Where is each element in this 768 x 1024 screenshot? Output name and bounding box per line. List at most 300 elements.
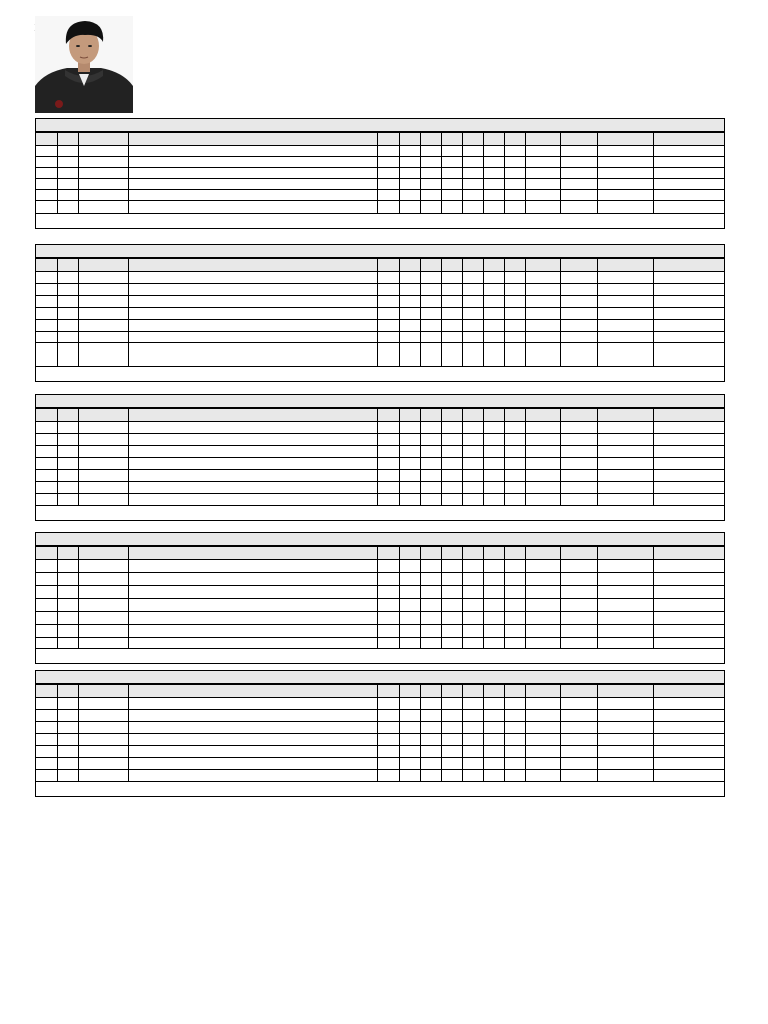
table-cell <box>378 296 399 308</box>
table-row <box>36 201 724 214</box>
table-cell <box>654 308 724 320</box>
table-cell <box>128 422 378 434</box>
table-row <box>36 698 724 710</box>
column-header <box>57 133 78 146</box>
column-header <box>378 133 399 146</box>
table-cell <box>378 612 399 625</box>
table-cell <box>128 157 378 168</box>
table-cell <box>654 343 724 367</box>
table-cell <box>597 710 653 722</box>
column-header <box>399 409 420 422</box>
table-cell <box>128 482 378 494</box>
table-cell <box>483 284 504 296</box>
table-cell <box>483 308 504 320</box>
table-cell <box>597 722 653 734</box>
table-cell <box>128 625 378 638</box>
table-cell <box>462 573 483 586</box>
section-footer <box>36 649 724 663</box>
table-cell <box>378 458 399 470</box>
table-cell <box>128 284 378 296</box>
table-cell <box>560 179 597 190</box>
table-cell <box>597 284 653 296</box>
table-cell <box>654 770 724 782</box>
table-cell <box>57 146 78 157</box>
table-cell <box>57 573 78 586</box>
table-cell <box>378 284 399 296</box>
table-cell <box>462 320 483 332</box>
table-cell <box>462 434 483 446</box>
table-row <box>36 599 724 612</box>
table-cell <box>441 201 462 214</box>
table-cell <box>525 638 560 649</box>
table-cell <box>525 698 560 710</box>
table-cell <box>378 625 399 638</box>
column-header <box>462 547 483 560</box>
table-cell <box>597 494 653 506</box>
table-cell <box>399 458 420 470</box>
table-cell <box>441 308 462 320</box>
table-cell <box>504 560 525 573</box>
table-cell <box>378 470 399 482</box>
column-header <box>420 685 441 698</box>
table-cell <box>462 190 483 201</box>
table-cell <box>420 434 441 446</box>
table-cell <box>597 308 653 320</box>
table-cell <box>525 612 560 625</box>
column-header <box>378 547 399 560</box>
table-cell <box>597 422 653 434</box>
table-cell <box>399 560 420 573</box>
table-cell <box>560 284 597 296</box>
table-cell <box>420 470 441 482</box>
table-cell <box>504 599 525 612</box>
table-cell <box>597 190 653 201</box>
column-header <box>654 133 724 146</box>
table-cell <box>420 446 441 458</box>
column-header <box>483 259 504 272</box>
table-row <box>36 168 724 179</box>
table-cell <box>597 458 653 470</box>
table-cell <box>78 146 128 157</box>
table-cell <box>378 320 399 332</box>
column-header <box>57 547 78 560</box>
table-cell <box>78 272 128 284</box>
table-cell <box>483 722 504 734</box>
table-cell <box>420 710 441 722</box>
table-cell <box>128 446 378 458</box>
table-cell <box>504 482 525 494</box>
table-cell <box>560 698 597 710</box>
table-cell <box>560 573 597 586</box>
table-cell <box>597 296 653 308</box>
table-cell <box>504 638 525 649</box>
table-cell <box>78 308 128 320</box>
table-cell <box>483 586 504 599</box>
table-cell <box>36 446 57 458</box>
table-cell <box>36 573 57 586</box>
table-cell <box>57 482 78 494</box>
table-cell <box>462 179 483 190</box>
column-header <box>560 409 597 422</box>
table-cell <box>560 758 597 770</box>
header-row <box>36 259 724 272</box>
table-cell <box>57 157 78 168</box>
table-cell <box>654 746 724 758</box>
table-cell <box>128 470 378 482</box>
table-cell <box>654 560 724 573</box>
table-cell <box>399 746 420 758</box>
table-cell <box>36 638 57 649</box>
table-cell <box>78 422 128 434</box>
table-cell <box>462 157 483 168</box>
table-cell <box>441 458 462 470</box>
table-row <box>36 710 724 722</box>
table-cell <box>399 157 420 168</box>
section-footer <box>36 506 724 520</box>
table-cell <box>654 201 724 214</box>
table-cell <box>128 746 378 758</box>
table-section <box>35 244 725 382</box>
table-cell <box>654 179 724 190</box>
table-cell <box>525 320 560 332</box>
data-table <box>36 259 724 367</box>
table-cell <box>399 284 420 296</box>
column-header <box>420 259 441 272</box>
table-cell <box>441 638 462 649</box>
table-cell <box>420 638 441 649</box>
table-cell <box>597 201 653 214</box>
column-header <box>462 685 483 698</box>
table-cell <box>420 201 441 214</box>
table-cell <box>57 201 78 214</box>
table-cell <box>36 599 57 612</box>
table-cell <box>654 332 724 343</box>
table-cell <box>36 190 57 201</box>
table-cell <box>420 625 441 638</box>
table-cell <box>654 146 724 157</box>
table-cell <box>525 201 560 214</box>
table-cell <box>378 722 399 734</box>
table-cell <box>78 746 128 758</box>
table-cell <box>420 284 441 296</box>
table-cell <box>57 746 78 758</box>
table-cell <box>57 770 78 782</box>
table-cell <box>441 482 462 494</box>
column-header <box>597 259 653 272</box>
table-cell <box>462 722 483 734</box>
table-cell <box>36 470 57 482</box>
column-header <box>57 685 78 698</box>
table-cell <box>399 638 420 649</box>
column-header <box>78 547 128 560</box>
table-cell <box>36 343 57 367</box>
table-cell <box>504 434 525 446</box>
table-cell <box>78 710 128 722</box>
table-cell <box>441 758 462 770</box>
table-cell <box>128 296 378 308</box>
table-cell <box>560 599 597 612</box>
table-cell <box>441 343 462 367</box>
table-cell <box>441 770 462 782</box>
table-cell <box>483 458 504 470</box>
table-section <box>35 394 725 521</box>
table-cell <box>525 343 560 367</box>
table-cell <box>399 422 420 434</box>
table-cell <box>399 434 420 446</box>
table-cell <box>128 332 378 343</box>
table-cell <box>504 332 525 343</box>
table-cell <box>78 201 128 214</box>
table-cell <box>128 770 378 782</box>
table-row <box>36 446 724 458</box>
table-cell <box>597 446 653 458</box>
table-cell <box>525 146 560 157</box>
table-cell <box>483 612 504 625</box>
table-cell <box>78 190 128 201</box>
table-cell <box>78 770 128 782</box>
table-cell <box>504 343 525 367</box>
table-cell <box>462 458 483 470</box>
table-cell <box>504 272 525 284</box>
column-header <box>654 259 724 272</box>
table-row <box>36 332 724 343</box>
table-cell <box>78 586 128 599</box>
table-cell <box>560 168 597 179</box>
table-cell <box>128 458 378 470</box>
table-cell <box>399 758 420 770</box>
table-cell <box>57 320 78 332</box>
table-cell <box>597 343 653 367</box>
table-cell <box>483 320 504 332</box>
table-cell <box>378 422 399 434</box>
table-cell <box>462 758 483 770</box>
table-cell <box>462 698 483 710</box>
table-cell <box>420 146 441 157</box>
table-cell <box>36 698 57 710</box>
table-cell <box>525 625 560 638</box>
table-cell <box>462 599 483 612</box>
table-cell <box>420 157 441 168</box>
table-cell <box>399 710 420 722</box>
column-header <box>378 685 399 698</box>
table-cell <box>36 625 57 638</box>
table-cell <box>441 332 462 343</box>
table-cell <box>525 190 560 201</box>
table-cell <box>654 612 724 625</box>
table-section <box>35 118 725 229</box>
table-cell <box>462 710 483 722</box>
table-cell <box>36 296 57 308</box>
table-cell <box>57 458 78 470</box>
column-header <box>654 685 724 698</box>
table-row <box>36 746 724 758</box>
table-cell <box>57 190 78 201</box>
table-cell <box>78 573 128 586</box>
table-cell <box>483 573 504 586</box>
table-cell <box>399 698 420 710</box>
table-cell <box>654 599 724 612</box>
table-cell <box>378 332 399 343</box>
table-cell <box>483 494 504 506</box>
table-cell <box>78 494 128 506</box>
table-cell <box>399 343 420 367</box>
table-cell <box>525 168 560 179</box>
table-cell <box>78 434 128 446</box>
table-cell <box>560 458 597 470</box>
table-cell <box>420 296 441 308</box>
table-cell <box>462 422 483 434</box>
table-cell <box>378 343 399 367</box>
column-header <box>441 685 462 698</box>
column-header <box>525 547 560 560</box>
table-cell <box>57 560 78 573</box>
table-cell <box>654 434 724 446</box>
table-cell <box>597 179 653 190</box>
table-cell <box>504 446 525 458</box>
column-header <box>441 259 462 272</box>
section-title <box>36 119 724 133</box>
table-cell <box>504 494 525 506</box>
column-header <box>399 259 420 272</box>
table-cell <box>441 470 462 482</box>
table-cell <box>420 734 441 746</box>
table-cell <box>378 638 399 649</box>
table-cell <box>36 146 57 157</box>
table-cell <box>654 458 724 470</box>
table-cell <box>597 157 653 168</box>
table-cell <box>128 573 378 586</box>
column-header <box>560 547 597 560</box>
column-header <box>128 547 378 560</box>
table-cell <box>504 710 525 722</box>
table-cell <box>525 722 560 734</box>
table-cell <box>128 343 378 367</box>
data-table <box>36 133 724 214</box>
data-table <box>36 409 724 506</box>
table-cell <box>420 612 441 625</box>
table-cell <box>78 722 128 734</box>
table-cell <box>128 179 378 190</box>
table-cell <box>441 573 462 586</box>
table-cell <box>57 308 78 320</box>
table-cell <box>420 494 441 506</box>
table-cell <box>441 434 462 446</box>
table-cell <box>560 434 597 446</box>
table-cell <box>654 320 724 332</box>
column-header <box>36 259 57 272</box>
table-cell <box>420 698 441 710</box>
table-cell <box>78 343 128 367</box>
table-cell <box>78 332 128 343</box>
table-cell <box>597 146 653 157</box>
table-cell <box>560 586 597 599</box>
column-header <box>128 685 378 698</box>
table-cell <box>504 470 525 482</box>
table-cell <box>504 422 525 434</box>
table-cell <box>560 146 597 157</box>
table-cell <box>560 190 597 201</box>
column-header <box>504 409 525 422</box>
table-cell <box>483 770 504 782</box>
table-cell <box>36 482 57 494</box>
table-cell <box>441 422 462 434</box>
table-cell <box>483 272 504 284</box>
table-cell <box>483 710 504 722</box>
table-cell <box>483 599 504 612</box>
table-cell <box>420 320 441 332</box>
table-cell <box>399 168 420 179</box>
table-cell <box>378 494 399 506</box>
table-cell <box>441 494 462 506</box>
table-cell <box>128 586 378 599</box>
column-header <box>597 547 653 560</box>
column-header <box>654 547 724 560</box>
table-cell <box>597 573 653 586</box>
table-cell <box>462 332 483 343</box>
table-cell <box>57 179 78 190</box>
table-cell <box>441 698 462 710</box>
table-cell <box>462 560 483 573</box>
table-cell <box>462 343 483 367</box>
table-cell <box>378 308 399 320</box>
table-cell <box>560 722 597 734</box>
table-cell <box>597 332 653 343</box>
table-cell <box>36 746 57 758</box>
table-cell <box>128 146 378 157</box>
table-cell <box>560 201 597 214</box>
column-header <box>399 547 420 560</box>
table-cell <box>128 201 378 214</box>
column-header <box>399 133 420 146</box>
section-footer <box>36 214 724 228</box>
table-cell <box>36 586 57 599</box>
table-row <box>36 586 724 599</box>
table-cell <box>399 332 420 343</box>
table-cell <box>441 586 462 599</box>
section-title <box>36 671 724 685</box>
table-row <box>36 320 724 332</box>
table-cell <box>57 168 78 179</box>
column-header <box>462 259 483 272</box>
table-cell <box>483 698 504 710</box>
table-cell <box>654 296 724 308</box>
table-cell <box>399 494 420 506</box>
table-cell <box>504 458 525 470</box>
table-cell <box>654 722 724 734</box>
table-cell <box>57 343 78 367</box>
column-header <box>399 685 420 698</box>
table-cell <box>525 599 560 612</box>
table-cell <box>462 638 483 649</box>
table-cell <box>378 758 399 770</box>
table-cell <box>78 638 128 649</box>
table-cell <box>78 734 128 746</box>
table-cell <box>504 625 525 638</box>
table-cell <box>504 296 525 308</box>
table-cell <box>36 422 57 434</box>
table-cell <box>128 320 378 332</box>
table-cell <box>504 612 525 625</box>
table-cell <box>504 722 525 734</box>
table-row <box>36 458 724 470</box>
column-header <box>36 547 57 560</box>
table-cell <box>504 586 525 599</box>
table-cell <box>597 612 653 625</box>
table-cell <box>654 272 724 284</box>
table-cell <box>378 157 399 168</box>
table-cell <box>78 698 128 710</box>
table-cell <box>399 446 420 458</box>
